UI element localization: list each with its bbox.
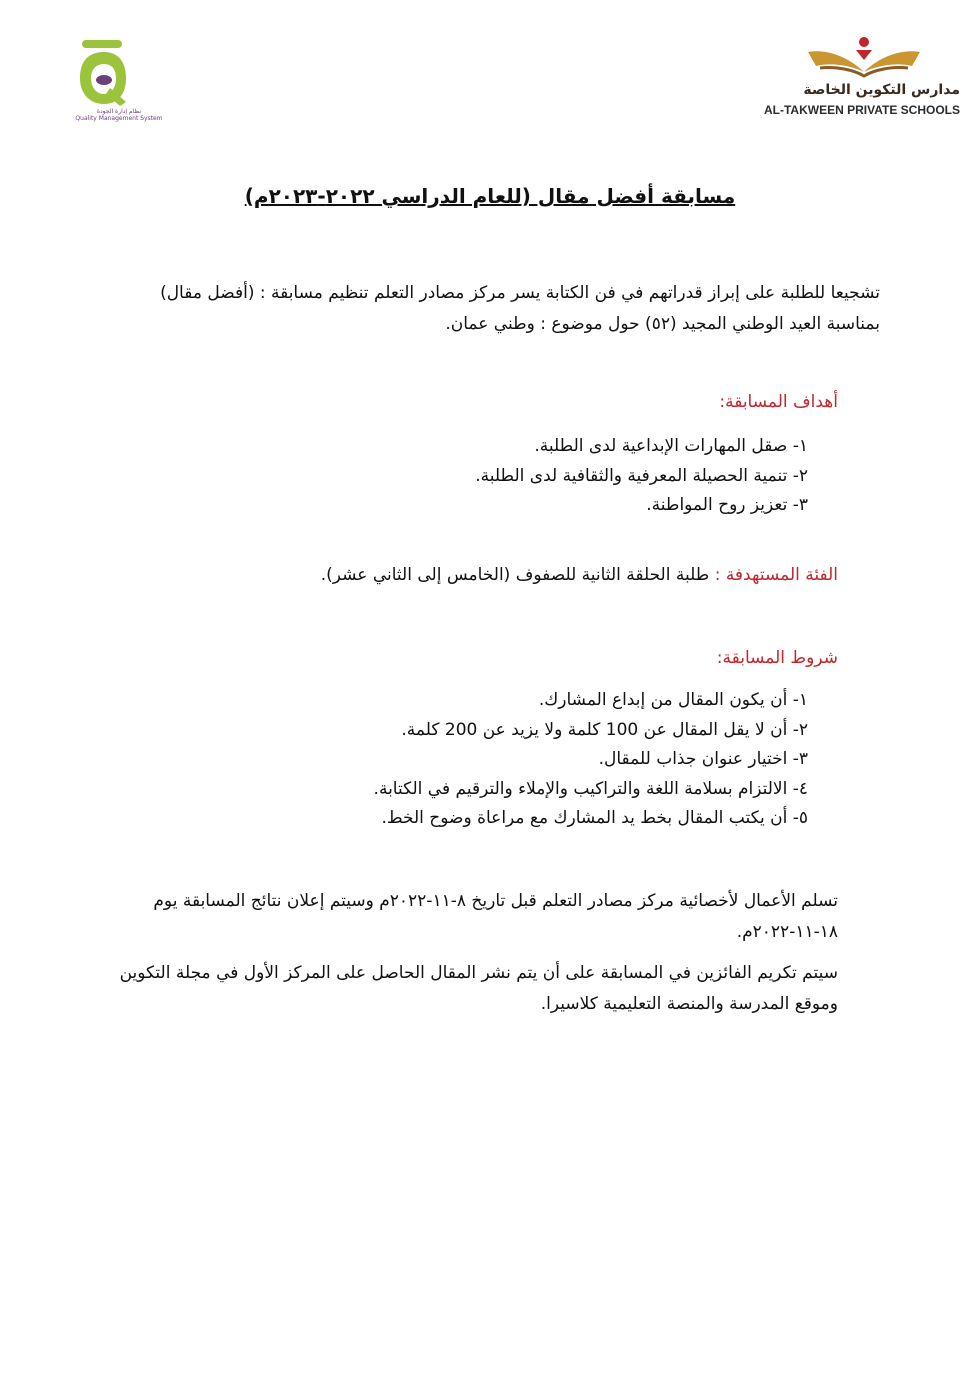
logo-caption-ar: نظام إدارة الجودة (96, 108, 142, 115)
delivery-line-2: ١٨-١١-٢٠٢٢م. (736, 922, 838, 942)
list-item: ٢- أن لا يقل المقال عن 100 كلمة ولا يزيد عن 200 كلمة. (401, 719, 808, 740)
delivery-line-1: تسلم الأعمال لأخصائية مركز مصادر التعلم قبل تاريخ ٨-١١-٢٠٢٢م وسيتم إعلان نتائج المسابقة يوم (153, 891, 838, 911)
conditions-list (200, 686, 808, 834)
list-item: ٥- أن يكتب المقال بخط يد المشارك مع مراعاة وضوح الخط. (381, 808, 808, 828)
intro-paragraph (100, 278, 880, 340)
target-text: طلبة الحلقة الثانية للصفوف (الخامس إلى الثاني عشر). (320, 565, 710, 585)
target-group (200, 560, 838, 591)
delivery-paragraph (80, 886, 838, 948)
target-label: الفئة المستهدفة : (714, 565, 838, 585)
intro-line-2: بمناسبة العيد الوطني المجيد (٥٢) حول موضوع : وطني عمان. (445, 314, 880, 334)
school-name-ar: مدارس التكوين الخاصة (803, 82, 960, 98)
list-item: ٤- الالتزام بسلامة اللغة والتراكيب والإملاء والترقيم في الكتابة. (373, 778, 808, 799)
quality-q-icon (60, 34, 180, 110)
conditions-heading: شروط المسابقة: (716, 648, 838, 668)
goals-heading: أهداف المسابقة: (719, 392, 838, 412)
al-takween-logo (760, 30, 960, 125)
list-item: ٣- تعزيز روح المواطنة. (646, 495, 808, 515)
goals-list (300, 432, 808, 521)
award-paragraph (80, 958, 838, 1020)
list-item: ٣- اختيار عنوان جذاب للمقال. (598, 749, 808, 769)
list-item: ١- صقل المهارات الإبداعية لدى الطلبة. (534, 436, 808, 456)
logo-caption-en: Quality Management System (75, 115, 163, 122)
intro-line-1: تشجيعا للطلبة على إبراز قدراتهم في فن الكتابة يسر مركز مصادر التعلم تنظيم مسابقة : (أفضل مقال) (160, 283, 880, 303)
page-title: مسابقة أفضل مقال (للعام الدراسي ٢٠٢٢-٢٠٢٣م) (244, 184, 736, 208)
school-name-en: AL-TAKWEEN PRIVATE SCHOOLS (764, 103, 960, 117)
award-line-1: سيتم تكريم الفائزين في المسابقة على أن يتم نشر المقال الحاصل على المركز الأول في مجلة التكوين (119, 963, 838, 983)
list-item: ٢- تنمية الحصيلة المعرفية والثقافية لدى الطلبة. (475, 465, 808, 486)
quality-management-logo (60, 34, 180, 124)
list-item: ١- أن يكون المقال من إبداع المشارك. (538, 690, 808, 710)
book-person-icon (760, 30, 960, 84)
award-line-2: وموقع المدرسة والمنصة التعليمية كلاسيرا. (540, 994, 838, 1014)
